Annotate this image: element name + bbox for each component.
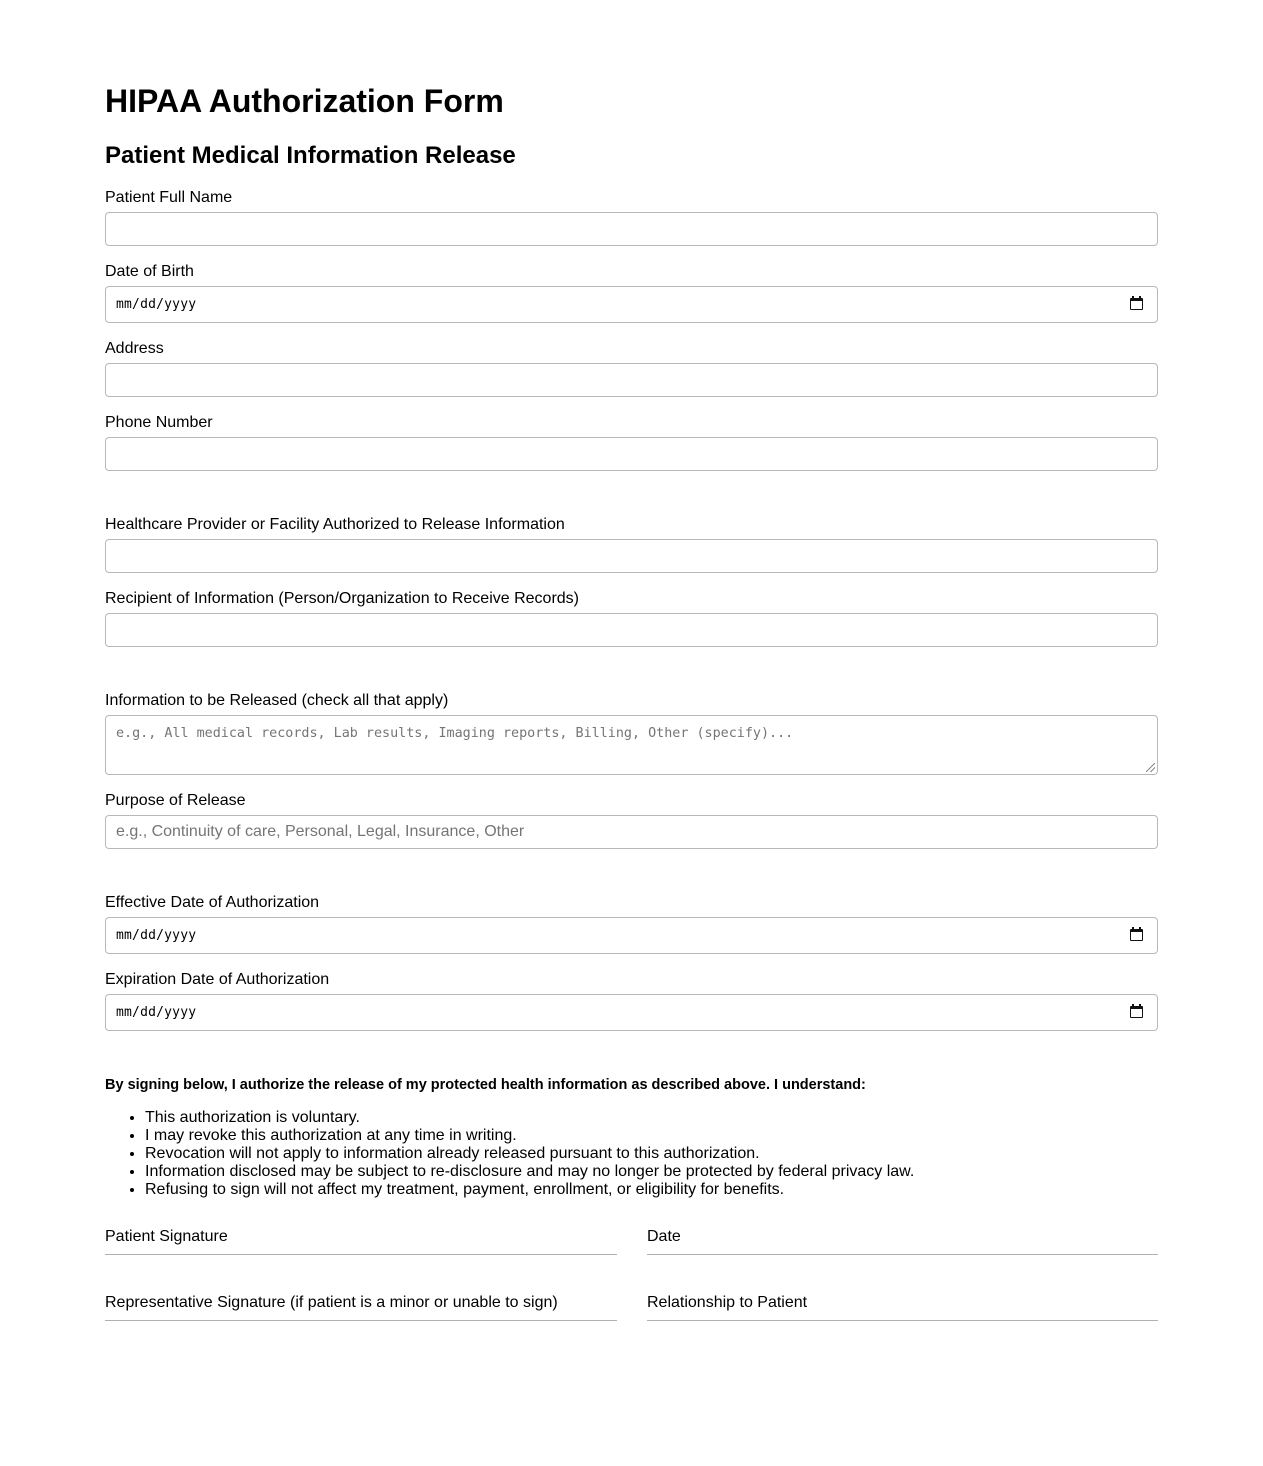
calendar-icon[interactable] (1130, 298, 1143, 310)
purpose-placeholder: e.g., Continuity of care, Personal, Legal, Insurance, Other (116, 823, 525, 840)
dob-field (105, 262, 1158, 323)
consent-item: • Information disclosed may be subject to re-disclosure and may no longer be protected by federal privacy law. (145, 1163, 1158, 1181)
info-released-textarea[interactable] (105, 715, 1158, 775)
signature-date-line[interactable] (647, 1254, 1158, 1255)
address-input[interactable] (105, 363, 1158, 397)
consent-item: • Refusing to sign will not affect my treatment, payment, enrollment, or eligibility for benefits. (145, 1181, 1158, 1199)
recipient-input[interactable] (105, 613, 1158, 647)
address-field (105, 339, 1158, 397)
expiration-date-label: Expiration Date of Authorization (105, 971, 330, 988)
dob-input[interactable] (105, 286, 1158, 323)
section-title: Patient Medical Information Release (105, 142, 516, 169)
provider-field (105, 515, 1158, 573)
recipient-label: Recipient of Information (Person/Organization to Receive Records) (105, 590, 579, 607)
address-label: Address (105, 340, 164, 357)
purpose-field (105, 791, 1158, 849)
patient-signature-label: Patient Signature (105, 1228, 228, 1245)
phone-input[interactable] (105, 437, 1158, 471)
consent-item: • This authorization is voluntary. (145, 1109, 1158, 1127)
resize-handle-icon[interactable] (1146, 763, 1155, 772)
purpose-label: Purpose of Release (105, 792, 246, 809)
signature-row-representative (105, 1293, 1158, 1333)
page-title: HIPAA Authorization Form (105, 83, 504, 119)
effective-date-format-text: mm/dd/yyyy (116, 928, 197, 943)
signature-date-label: Date (647, 1228, 681, 1245)
consent-item: • I may revoke this authorization at any time in writing. (145, 1127, 1158, 1145)
expiration-date-input[interactable] (105, 994, 1158, 1031)
consent-heading: By signing below, I authorize the release of my protected health information as described above. I understand: (105, 1077, 866, 1093)
phone-label: Phone Number (105, 414, 213, 431)
info-released-label: Information to be Released (check all that apply) (105, 692, 449, 709)
relationship-label: Relationship to Patient (647, 1294, 808, 1311)
calendar-icon[interactable] (1130, 1006, 1143, 1018)
effective-date-input[interactable] (105, 917, 1158, 954)
representative-signature-line[interactable] (105, 1320, 617, 1321)
info-released-field (105, 691, 1158, 775)
patient-signature-block (105, 1227, 617, 1255)
expiration-date-format-text: mm/dd/yyyy (116, 1005, 197, 1020)
relationship-block (647, 1293, 1158, 1321)
recipient-field (105, 589, 1158, 647)
patient-signature-line[interactable] (105, 1254, 617, 1255)
signature-row-patient (105, 1227, 1158, 1267)
consent-item: • Revocation will not apply to information already released pursuant to this authorization. (145, 1145, 1158, 1163)
purpose-input[interactable] (105, 815, 1158, 849)
dob-format-text: mm/dd/yyyy (116, 297, 197, 312)
representative-signature-block (105, 1293, 617, 1321)
patient-name-label: Patient Full Name (105, 189, 233, 206)
patient-name-field (105, 188, 1158, 246)
signature-date-block (647, 1227, 1158, 1255)
calendar-icon[interactable] (1130, 929, 1143, 941)
consent-section (105, 1077, 1158, 1199)
relationship-line[interactable] (647, 1320, 1158, 1321)
representative-signature-label: Representative Signature (if patient is a minor or unable to sign) (105, 1294, 558, 1311)
phone-field (105, 413, 1158, 471)
provider-input[interactable] (105, 539, 1158, 573)
effective-date-label: Effective Date of Authorization (105, 894, 320, 911)
provider-label: Healthcare Provider or Facility Authorized to Release Information (105, 516, 565, 533)
dob-label: Date of Birth (105, 263, 194, 280)
info-released-placeholder: e.g., All medical records, Lab results, Imaging reports, Billing, Other (specify)... (116, 726, 794, 741)
expiration-date-field (105, 970, 1158, 1031)
patient-name-input[interactable] (105, 212, 1158, 246)
effective-date-field (105, 893, 1158, 954)
consent-list (105, 1109, 1158, 1199)
